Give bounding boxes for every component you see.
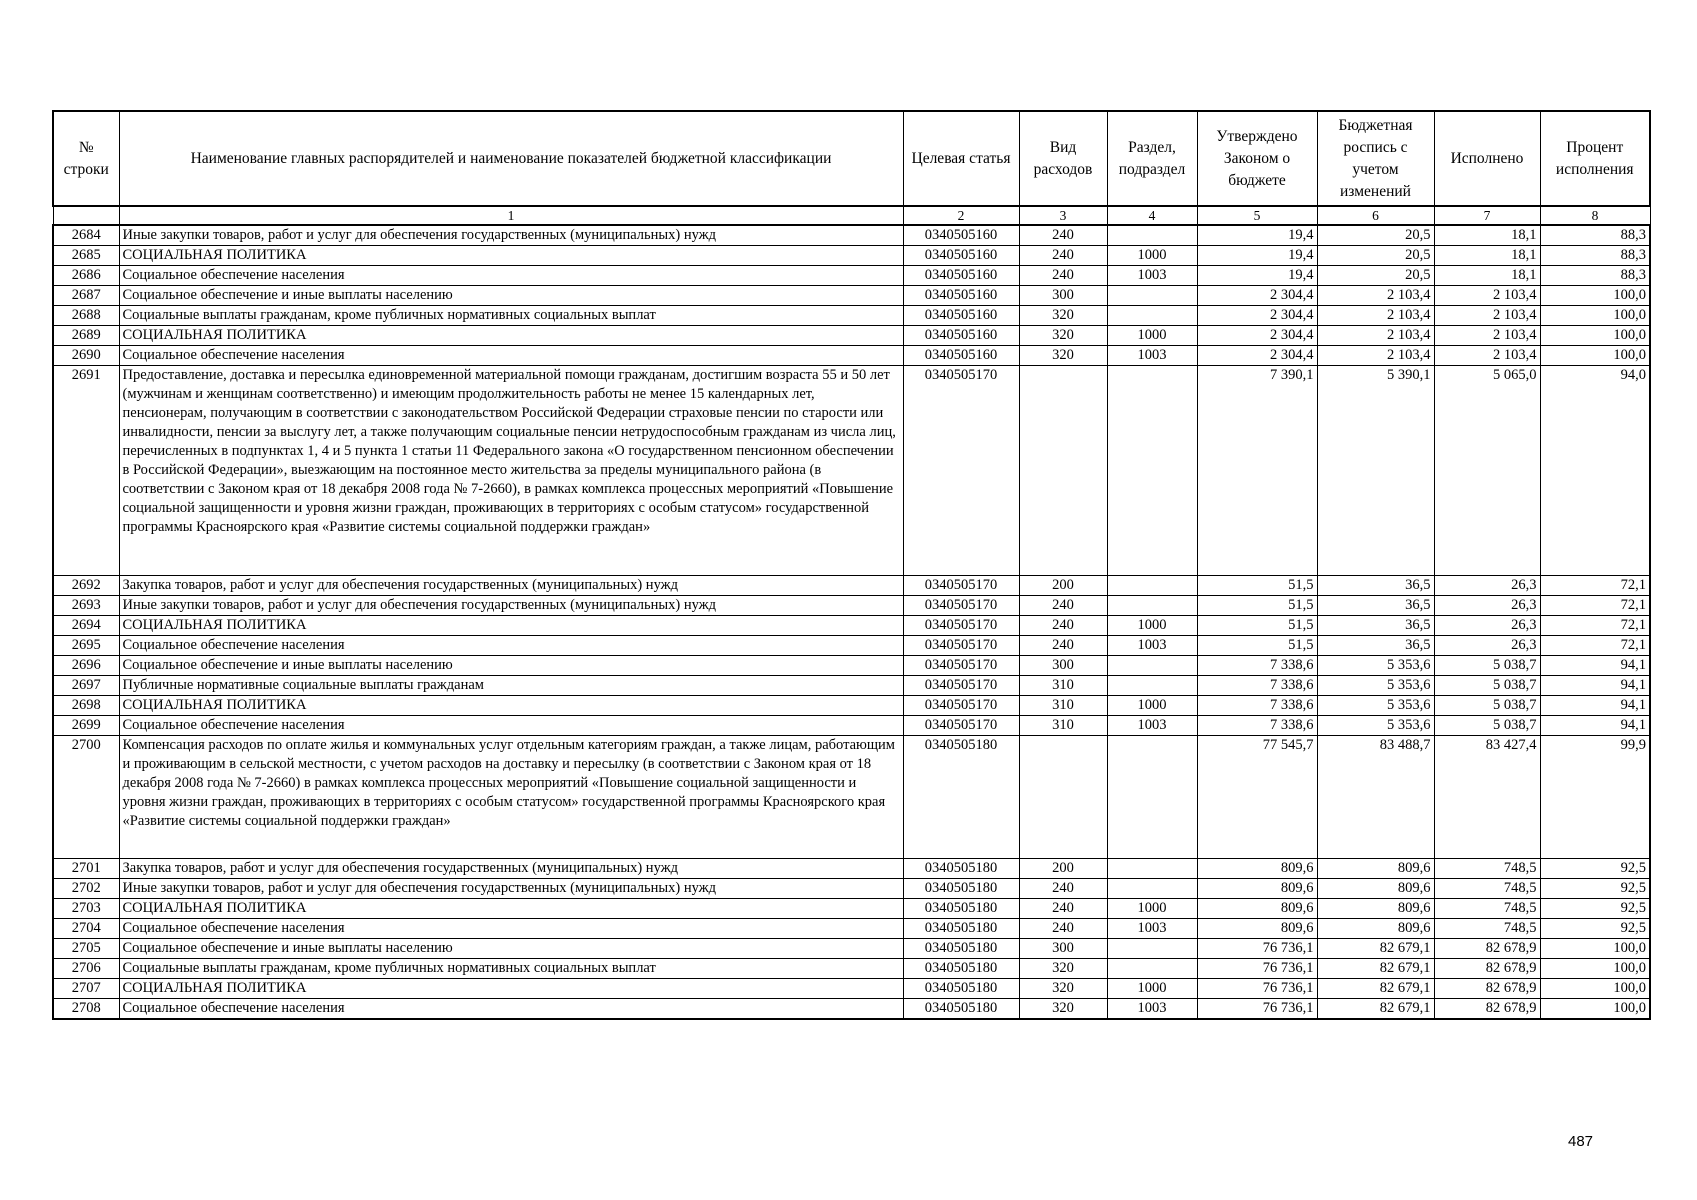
execution-percent-cell: 100,0 — [1540, 326, 1650, 346]
table-row — [53, 979, 1650, 999]
target-article-cell: 0340505160 — [903, 326, 1019, 346]
column-number: 3 — [1019, 206, 1107, 225]
target-article-cell: 0340505160 — [903, 346, 1019, 366]
expense-kind-cell: 320 — [1019, 959, 1107, 979]
target-article-cell: 0340505170 — [903, 716, 1019, 736]
header-row-no: № строки — [53, 111, 119, 206]
execution-percent-cell: 94,1 — [1540, 696, 1650, 716]
table-row — [53, 676, 1650, 696]
budget-schedule-cell: 36,5 — [1317, 576, 1434, 596]
row-name-cell: Иные закупки товаров, работ и услуг для обеспечения государственных (муниципальных) нужд — [119, 879, 903, 899]
table-row — [53, 326, 1650, 346]
executed-amount-cell: 18,1 — [1434, 225, 1540, 246]
row-number-cell: 2689 — [53, 326, 119, 346]
row-number-cell: 2686 — [53, 266, 119, 286]
target-article-cell: 0340505170 — [903, 596, 1019, 616]
budget-schedule-cell: 82 679,1 — [1317, 999, 1434, 1020]
target-article-cell: 0340505180 — [903, 959, 1019, 979]
target-article-cell: 0340505170 — [903, 636, 1019, 656]
budget-schedule-cell: 5 353,6 — [1317, 656, 1434, 676]
approved-amount-cell: 809,6 — [1197, 879, 1317, 899]
table-row — [53, 636, 1650, 656]
row-number-cell: 2693 — [53, 596, 119, 616]
approved-amount-cell: 51,5 — [1197, 576, 1317, 596]
execution-percent-cell: 88,3 — [1540, 225, 1650, 246]
column-number: 6 — [1317, 206, 1434, 225]
expense-kind-cell: 320 — [1019, 326, 1107, 346]
row-number-cell: 2702 — [53, 879, 119, 899]
table-row — [53, 596, 1650, 616]
budget-schedule-cell: 5 390,1 — [1317, 366, 1434, 576]
expense-kind-cell: 200 — [1019, 576, 1107, 596]
budget-schedule-cell: 809,6 — [1317, 859, 1434, 879]
page-number: 487 — [1568, 1133, 1594, 1150]
expense-kind-cell: 240 — [1019, 225, 1107, 246]
budget-schedule-cell: 20,5 — [1317, 246, 1434, 266]
expense-kind-cell: 300 — [1019, 939, 1107, 959]
section-cell: 1000 — [1107, 979, 1197, 999]
section-cell — [1107, 939, 1197, 959]
expense-kind-cell: 320 — [1019, 979, 1107, 999]
execution-percent-cell: 92,5 — [1540, 919, 1650, 939]
table-row — [53, 736, 1650, 859]
approved-amount-cell: 77 545,7 — [1197, 736, 1317, 859]
table-row — [53, 576, 1650, 596]
execution-percent-cell: 72,1 — [1540, 576, 1650, 596]
section-cell: 1003 — [1107, 919, 1197, 939]
target-article-cell: 0340505180 — [903, 919, 1019, 939]
approved-amount-cell: 76 736,1 — [1197, 999, 1317, 1020]
expense-kind-cell: 200 — [1019, 859, 1107, 879]
table-row — [53, 999, 1650, 1020]
section-cell — [1107, 859, 1197, 879]
target-article-cell: 0340505160 — [903, 246, 1019, 266]
row-number-cell: 2701 — [53, 859, 119, 879]
column-number-blank — [53, 206, 119, 225]
budget-schedule-cell: 5 353,6 — [1317, 696, 1434, 716]
section-cell: 1003 — [1107, 999, 1197, 1020]
row-name-cell: СОЦИАЛЬНАЯ ПОЛИТИКА — [119, 979, 903, 999]
budget-schedule-cell: 809,6 — [1317, 919, 1434, 939]
section-cell: 1003 — [1107, 636, 1197, 656]
section-cell — [1107, 286, 1197, 306]
table-row — [53, 346, 1650, 366]
section-cell: 1003 — [1107, 266, 1197, 286]
approved-amount-cell: 19,4 — [1197, 225, 1317, 246]
approved-amount-cell: 2 304,4 — [1197, 346, 1317, 366]
approved-amount-cell: 7 338,6 — [1197, 696, 1317, 716]
budget-schedule-cell: 809,6 — [1317, 879, 1434, 899]
executed-amount-cell: 82 678,9 — [1434, 939, 1540, 959]
column-number: 5 — [1197, 206, 1317, 225]
row-number-cell: 2694 — [53, 616, 119, 636]
header-section: Раздел, подраздел — [1107, 111, 1197, 206]
section-cell: 1003 — [1107, 346, 1197, 366]
budget-schedule-cell: 83 488,7 — [1317, 736, 1434, 859]
table-row — [53, 306, 1650, 326]
row-name-cell: СОЦИАЛЬНАЯ ПОЛИТИКА — [119, 326, 903, 346]
table-row — [53, 859, 1650, 879]
row-name-cell: Социальное обеспечение населения — [119, 346, 903, 366]
section-cell — [1107, 225, 1197, 246]
row-name-cell: СОЦИАЛЬНАЯ ПОЛИТИКА — [119, 616, 903, 636]
row-name-cell: Предоставление, доставка и пересылка единовременной материальной помощи гражданам, достигшим возраста 55 и 50 лет (мужчинам и женщинам соответственно) и имеющим продолжительность работы не менее 15 календарных лет, пенсионерам, получающим в соответствии с законодательством Российской Федерации страховые пенсии по старости или инвалидности, пенсии за выслугу лет, а также получающим социальные пенсии нетрудоспособным гражданам из числа лиц, перечисленных в подпунктах 1, 4 и 5 пункта 1 статьи 11 Федерального закона «О государственном пенсионном обеспечении в Российской Федерации», выезжающим на постоянное место жительства за пределы муниципального района (в соответствии с Законом края от 18 декабря 2008 года № 7-2660), в рамках комплекса процессных мероприятий «Повышение социальной защищенности и уровня жизни граждан, проживающих в территориях с особым статусом» государственной программы Красноярского края «Развитие системы социальной поддержки граждан» — [119, 366, 903, 576]
approved-amount-cell: 51,5 — [1197, 616, 1317, 636]
table-header — [53, 111, 1650, 225]
section-cell — [1107, 366, 1197, 576]
approved-amount-cell: 7 338,6 — [1197, 716, 1317, 736]
section-cell — [1107, 656, 1197, 676]
approved-amount-cell: 7 390,1 — [1197, 366, 1317, 576]
row-name-cell: Социальное обеспечение населения — [119, 999, 903, 1020]
budget-schedule-cell: 2 103,4 — [1317, 326, 1434, 346]
target-article-cell: 0340505180 — [903, 879, 1019, 899]
header-approved: Утверждено Законом о бюджете — [1197, 111, 1317, 206]
expense-kind-cell: 240 — [1019, 636, 1107, 656]
table-row — [53, 899, 1650, 919]
row-name-cell: Социальное обеспечение населения — [119, 636, 903, 656]
row-number-cell: 2687 — [53, 286, 119, 306]
expense-kind-cell: 240 — [1019, 266, 1107, 286]
row-number-cell: 2699 — [53, 716, 119, 736]
expense-kind-cell: 310 — [1019, 716, 1107, 736]
table-row — [53, 286, 1650, 306]
budget-schedule-cell: 5 353,6 — [1317, 676, 1434, 696]
executed-amount-cell: 26,3 — [1434, 616, 1540, 636]
executed-amount-cell: 26,3 — [1434, 596, 1540, 616]
table-row — [53, 656, 1650, 676]
execution-percent-cell: 88,3 — [1540, 246, 1650, 266]
target-article-cell: 0340505180 — [903, 899, 1019, 919]
row-number-cell: 2695 — [53, 636, 119, 656]
table-body — [53, 225, 1650, 1019]
section-cell: 1000 — [1107, 616, 1197, 636]
execution-percent-cell: 92,5 — [1540, 879, 1650, 899]
executed-amount-cell: 18,1 — [1434, 266, 1540, 286]
target-article-cell: 0340505160 — [903, 286, 1019, 306]
budget-schedule-cell: 2 103,4 — [1317, 346, 1434, 366]
row-number-cell: 2692 — [53, 576, 119, 596]
target-article-cell: 0340505170 — [903, 676, 1019, 696]
row-name-cell: Социальные выплаты гражданам, кроме публичных нормативных социальных выплат — [119, 959, 903, 979]
section-cell: 1003 — [1107, 716, 1197, 736]
expense-kind-cell — [1019, 736, 1107, 859]
row-number-cell: 2705 — [53, 939, 119, 959]
executed-amount-cell: 748,5 — [1434, 879, 1540, 899]
execution-percent-cell: 100,0 — [1540, 286, 1650, 306]
section-cell: 1000 — [1107, 899, 1197, 919]
expense-kind-cell: 320 — [1019, 346, 1107, 366]
executed-amount-cell: 18,1 — [1434, 246, 1540, 266]
budget-schedule-cell: 20,5 — [1317, 225, 1434, 246]
target-article-cell: 0340505160 — [903, 225, 1019, 246]
row-name-cell: СОЦИАЛЬНАЯ ПОЛИТИКА — [119, 899, 903, 919]
execution-percent-cell: 94,1 — [1540, 716, 1650, 736]
budget-schedule-cell: 2 103,4 — [1317, 306, 1434, 326]
row-number-cell: 2696 — [53, 656, 119, 676]
execution-percent-cell: 72,1 — [1540, 616, 1650, 636]
row-name-cell: Социальное обеспечение населения — [119, 716, 903, 736]
row-name-cell: Социальное обеспечение и иные выплаты населению — [119, 939, 903, 959]
section-cell — [1107, 306, 1197, 326]
executed-amount-cell: 82 678,9 — [1434, 979, 1540, 999]
header-executed: Исполнено — [1434, 111, 1540, 206]
approved-amount-cell: 19,4 — [1197, 246, 1317, 266]
table-row — [53, 246, 1650, 266]
row-name-cell: Социальное обеспечение и иные выплаты населению — [119, 656, 903, 676]
table-row — [53, 919, 1650, 939]
target-article-cell: 0340505160 — [903, 266, 1019, 286]
approved-amount-cell: 76 736,1 — [1197, 939, 1317, 959]
approved-amount-cell: 809,6 — [1197, 919, 1317, 939]
section-cell — [1107, 879, 1197, 899]
expense-kind-cell: 240 — [1019, 919, 1107, 939]
row-number-cell: 2691 — [53, 366, 119, 576]
section-cell: 1000 — [1107, 326, 1197, 346]
table-row — [53, 696, 1650, 716]
header-target: Целевая статья — [903, 111, 1019, 206]
approved-amount-cell: 51,5 — [1197, 636, 1317, 656]
execution-percent-cell: 100,0 — [1540, 939, 1650, 959]
row-number-cell: 2708 — [53, 999, 119, 1020]
approved-amount-cell: 19,4 — [1197, 266, 1317, 286]
expense-kind-cell: 240 — [1019, 899, 1107, 919]
budget-schedule-cell: 36,5 — [1317, 636, 1434, 656]
row-number-cell: 2700 — [53, 736, 119, 859]
expense-kind-cell: 240 — [1019, 596, 1107, 616]
header-name: Наименование главных распорядителей и наименование показателей бюджетной классификации — [119, 111, 903, 206]
execution-percent-cell: 88,3 — [1540, 266, 1650, 286]
column-number: 8 — [1540, 206, 1650, 225]
budget-execution-table — [52, 110, 1651, 1020]
executed-amount-cell: 26,3 — [1434, 636, 1540, 656]
expense-kind-cell — [1019, 366, 1107, 576]
approved-amount-cell: 7 338,6 — [1197, 656, 1317, 676]
row-name-cell: Закупка товаров, работ и услуг для обеспечения государственных (муниципальных) нужд — [119, 576, 903, 596]
row-name-cell: СОЦИАЛЬНАЯ ПОЛИТИКА — [119, 696, 903, 716]
expense-kind-cell: 320 — [1019, 306, 1107, 326]
approved-amount-cell: 51,5 — [1197, 596, 1317, 616]
executed-amount-cell: 2 103,4 — [1434, 346, 1540, 366]
target-article-cell: 0340505180 — [903, 979, 1019, 999]
row-number-cell: 2706 — [53, 959, 119, 979]
approved-amount-cell: 809,6 — [1197, 859, 1317, 879]
executed-amount-cell: 748,5 — [1434, 899, 1540, 919]
executed-amount-cell: 83 427,4 — [1434, 736, 1540, 859]
target-article-cell: 0340505180 — [903, 736, 1019, 859]
section-cell — [1107, 576, 1197, 596]
header-kind: Вид расходов — [1019, 111, 1107, 206]
executed-amount-cell: 82 678,9 — [1434, 959, 1540, 979]
execution-percent-cell: 94,1 — [1540, 656, 1650, 676]
row-number-cell: 2690 — [53, 346, 119, 366]
executed-amount-cell: 748,5 — [1434, 859, 1540, 879]
approved-amount-cell: 76 736,1 — [1197, 979, 1317, 999]
row-name-cell: Закупка товаров, работ и услуг для обеспечения государственных (муниципальных) нужд — [119, 859, 903, 879]
execution-percent-cell: 99,9 — [1540, 736, 1650, 859]
execution-percent-cell: 100,0 — [1540, 979, 1650, 999]
budget-schedule-cell: 82 679,1 — [1317, 979, 1434, 999]
row-name-cell: СОЦИАЛЬНАЯ ПОЛИТИКА — [119, 246, 903, 266]
target-article-cell: 0340505170 — [903, 696, 1019, 716]
table-row — [53, 366, 1650, 576]
executed-amount-cell: 748,5 — [1434, 919, 1540, 939]
header-percent: Процент исполнения — [1540, 111, 1650, 206]
execution-percent-cell: 92,5 — [1540, 899, 1650, 919]
section-cell — [1107, 676, 1197, 696]
expense-kind-cell: 320 — [1019, 999, 1107, 1020]
row-name-cell: Компенсация расходов по оплате жилья и коммунальных услуг отдельным категориям граждан, а также лицам, работающим и проживающим в сельской местности, с учетом расходов на доставку и пересылку (в соответствии с Законом края от 18 декабря 2008 года № 7-2660) в рамках комплекса процессных мероприятий «Повышение социальной защищенности и уровня жизни граждан, проживающих в территориях с особым статусом» государственной программы Красноярского края «Развитие системы социальной поддержки граждан» — [119, 736, 903, 859]
table-row — [53, 716, 1650, 736]
row-name-cell: Социальные выплаты гражданам, кроме публичных нормативных социальных выплат — [119, 306, 903, 326]
approved-amount-cell: 809,6 — [1197, 899, 1317, 919]
row-name-cell: Социальное обеспечение и иные выплаты населению — [119, 286, 903, 306]
target-article-cell: 0340505170 — [903, 616, 1019, 636]
column-number: 4 — [1107, 206, 1197, 225]
column-number: 2 — [903, 206, 1019, 225]
target-article-cell: 0340505180 — [903, 999, 1019, 1020]
section-cell — [1107, 736, 1197, 859]
target-article-cell: 0340505170 — [903, 656, 1019, 676]
expense-kind-cell: 310 — [1019, 696, 1107, 716]
table-row — [53, 225, 1650, 246]
executed-amount-cell: 5 038,7 — [1434, 676, 1540, 696]
section-cell — [1107, 959, 1197, 979]
execution-percent-cell: 100,0 — [1540, 346, 1650, 366]
budget-schedule-cell: 82 679,1 — [1317, 959, 1434, 979]
row-name-cell: Социальное обеспечение населения — [119, 266, 903, 286]
approved-amount-cell: 2 304,4 — [1197, 306, 1317, 326]
executed-amount-cell: 5 038,7 — [1434, 696, 1540, 716]
execution-percent-cell: 94,0 — [1540, 366, 1650, 576]
budget-schedule-cell: 82 679,1 — [1317, 939, 1434, 959]
target-article-cell: 0340505170 — [903, 366, 1019, 576]
section-cell: 1000 — [1107, 696, 1197, 716]
execution-percent-cell: 72,1 — [1540, 636, 1650, 656]
column-number: 7 — [1434, 206, 1540, 225]
expense-kind-cell: 240 — [1019, 879, 1107, 899]
approved-amount-cell: 2 304,4 — [1197, 286, 1317, 306]
table-row — [53, 939, 1650, 959]
executed-amount-cell: 82 678,9 — [1434, 999, 1540, 1020]
execution-percent-cell: 100,0 — [1540, 306, 1650, 326]
approved-amount-cell: 2 304,4 — [1197, 326, 1317, 346]
approved-amount-cell: 76 736,1 — [1197, 959, 1317, 979]
target-article-cell: 0340505180 — [903, 939, 1019, 959]
row-number-cell: 2704 — [53, 919, 119, 939]
execution-percent-cell: 94,1 — [1540, 676, 1650, 696]
executed-amount-cell: 2 103,4 — [1434, 326, 1540, 346]
row-number-cell: 2688 — [53, 306, 119, 326]
column-number-row — [53, 206, 1650, 225]
budget-schedule-cell: 2 103,4 — [1317, 286, 1434, 306]
expense-kind-cell: 310 — [1019, 676, 1107, 696]
row-name-cell: Социальное обеспечение населения — [119, 919, 903, 939]
expense-kind-cell: 300 — [1019, 656, 1107, 676]
row-number-cell: 2703 — [53, 899, 119, 919]
row-number-cell: 2698 — [53, 696, 119, 716]
budget-schedule-cell: 809,6 — [1317, 899, 1434, 919]
table-row — [53, 879, 1650, 899]
row-name-cell: Иные закупки товаров, работ и услуг для обеспечения государственных (муниципальных) нужд — [119, 225, 903, 246]
header-schedule: Бюджетная роспись с учетом изменений — [1317, 111, 1434, 206]
target-article-cell: 0340505160 — [903, 306, 1019, 326]
section-cell — [1107, 596, 1197, 616]
target-article-cell: 0340505180 — [903, 859, 1019, 879]
row-name-cell: Иные закупки товаров, работ и услуг для обеспечения государственных (муниципальных) нужд — [119, 596, 903, 616]
header-row — [53, 111, 1650, 206]
budget-schedule-cell: 5 353,6 — [1317, 716, 1434, 736]
budget-schedule-cell: 20,5 — [1317, 266, 1434, 286]
executed-amount-cell: 5 038,7 — [1434, 716, 1540, 736]
executed-amount-cell: 5 038,7 — [1434, 656, 1540, 676]
executed-amount-cell: 5 065,0 — [1434, 366, 1540, 576]
row-number-cell: 2684 — [53, 225, 119, 246]
section-cell: 1000 — [1107, 246, 1197, 266]
executed-amount-cell: 26,3 — [1434, 576, 1540, 596]
executed-amount-cell: 2 103,4 — [1434, 306, 1540, 326]
row-number-cell: 2707 — [53, 979, 119, 999]
execution-percent-cell: 92,5 — [1540, 859, 1650, 879]
budget-schedule-cell: 36,5 — [1317, 616, 1434, 636]
row-number-cell: 2697 — [53, 676, 119, 696]
expense-kind-cell: 240 — [1019, 246, 1107, 266]
execution-percent-cell: 100,0 — [1540, 959, 1650, 979]
row-number-cell: 2685 — [53, 246, 119, 266]
target-article-cell: 0340505170 — [903, 576, 1019, 596]
expense-kind-cell: 300 — [1019, 286, 1107, 306]
table-row — [53, 959, 1650, 979]
row-name-cell: Публичные нормативные социальные выплаты гражданам — [119, 676, 903, 696]
execution-percent-cell: 72,1 — [1540, 596, 1650, 616]
approved-amount-cell: 7 338,6 — [1197, 676, 1317, 696]
executed-amount-cell: 2 103,4 — [1434, 286, 1540, 306]
column-number: 1 — [119, 206, 903, 225]
table-row — [53, 266, 1650, 286]
execution-percent-cell: 100,0 — [1540, 999, 1650, 1020]
budget-schedule-cell: 36,5 — [1317, 596, 1434, 616]
table-row — [53, 616, 1650, 636]
expense-kind-cell: 240 — [1019, 616, 1107, 636]
